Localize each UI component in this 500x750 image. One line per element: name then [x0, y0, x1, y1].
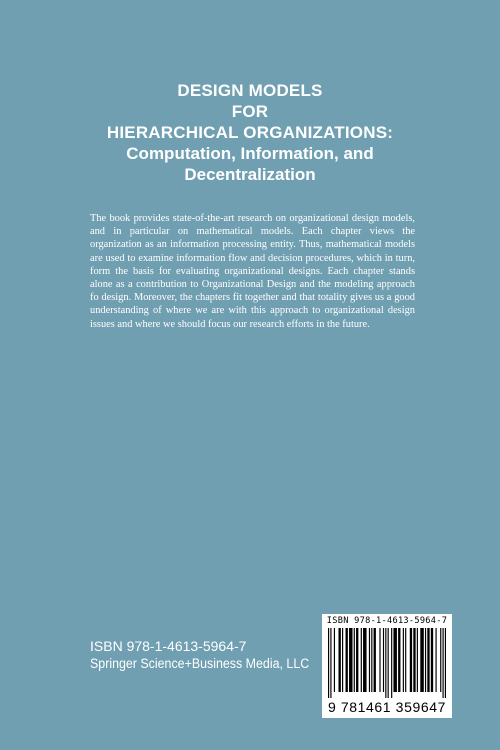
barcode-bar	[346, 628, 348, 692]
barcode-bar	[354, 628, 355, 692]
barcode-bar	[342, 628, 343, 692]
barcode-bar	[393, 628, 397, 692]
barcode-bar	[369, 628, 370, 692]
barcode-bar	[374, 628, 376, 692]
barcode-bar	[356, 628, 358, 692]
barcode-bar	[417, 628, 418, 692]
barcode-bar	[363, 628, 367, 692]
isbn-text: ISBN 978-1-4613-5964-7	[90, 638, 247, 654]
subtitle-line-1: Computation, Information, and	[126, 144, 374, 163]
barcode-bar	[413, 628, 415, 692]
barcode-bar	[388, 628, 389, 698]
subtitle-line-2: Decentralization	[184, 165, 316, 184]
barcode-bar	[398, 628, 400, 692]
barcode-digits: 9 781461 359647	[328, 699, 446, 715]
barcode-bar	[328, 628, 329, 698]
barcode-bar	[330, 628, 331, 698]
barcode-bar	[425, 628, 426, 692]
barcode-bar	[420, 628, 424, 692]
title-line-2: FOR	[231, 102, 269, 121]
title-block	[0, 80, 500, 185]
barcode-bar	[361, 628, 362, 692]
barcode-bar	[339, 628, 341, 692]
barcode-bar	[445, 628, 446, 698]
barcode-bar	[349, 628, 353, 692]
barcode-bar	[334, 628, 335, 692]
barcode-bar	[391, 628, 392, 698]
barcode-bar	[427, 628, 429, 692]
barcode-bar	[379, 628, 380, 692]
book-description: The book provides state-of-the-art research on organizational design models, and in particular on mathematical models. Each chapter views the organization as an information processing entity. Thus, mathematical models are used to examine information flow and decision procedures, which in turn, form the basis for evaluating organizational designs. Each chapter stands alone as a contribution to Organizational Design and the modeling approach fo design. Moreover, the chapters fit together and that totality gives us a good understanding of where we are with this approach to organizational design issues and where we should focus our research efforts in the future.	[90, 213, 415, 330]
barcode-bar	[435, 628, 436, 692]
barcode-bar	[371, 628, 372, 692]
barcode-bar	[431, 628, 433, 692]
publisher-info	[90, 638, 328, 672]
barcode-bar	[443, 628, 444, 698]
title-line-1: DESIGN MODELS	[177, 81, 323, 100]
barcode-bar	[440, 628, 441, 692]
title-line-3: HIERARCHICAL ORGANIZATIONS:	[106, 123, 394, 142]
barcode-panel	[322, 614, 452, 718]
barcode-bar	[403, 628, 404, 692]
barcode-bar	[405, 628, 406, 692]
barcode-bar	[410, 628, 412, 692]
barcode-icon	[328, 628, 446, 698]
barcode-isbn-label: ISBN 978-1-4613-5964-7	[326, 616, 448, 626]
barcode-bar	[383, 628, 384, 692]
barcode-bar	[385, 628, 386, 698]
publisher-name: Springer Science+Business Media, LLC	[90, 656, 310, 671]
